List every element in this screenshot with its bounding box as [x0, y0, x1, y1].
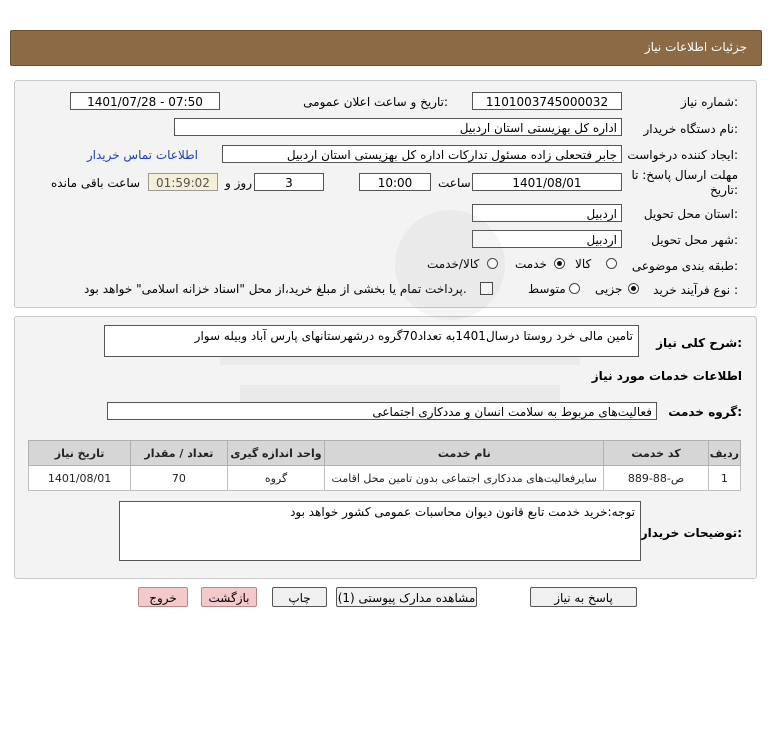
buyer-org-label: نام دستگاه خریدار: [643, 122, 738, 136]
description-label: شرح کلی نیاز: [656, 336, 742, 350]
creator-label: ایجاد کننده درخواست: [627, 148, 738, 162]
exit-button[interactable]: خروج [138, 587, 188, 607]
col-row-number: ردیف [708, 441, 740, 466]
process-minor-label: جزیی [595, 282, 623, 296]
buyer-contact-link[interactable]: اطلاعات تماس خریدار [86, 148, 198, 162]
creator-field: جابر فتحعلی زاده مسئول تداركات اداره کل بهزیستی استان اردبیل [222, 145, 622, 163]
services-section-title: اطلاعات خدمات مورد نیاز [591, 369, 742, 383]
deadline-time-field: 10:00 [359, 173, 431, 191]
services-table [28, 440, 741, 491]
province-field: اردبیل [472, 204, 622, 222]
city-label: شهر محل تحویل: [651, 233, 738, 247]
treasury-payment-checkbox[interactable] [480, 282, 493, 295]
cell-row-number: 1 [708, 466, 740, 491]
province-label: استان محل تحویل: [643, 207, 738, 221]
need-number-field: 1101003745000032 [472, 92, 622, 110]
category-service-radio[interactable] [554, 258, 565, 269]
category-goods-radio[interactable] [606, 258, 617, 269]
page-header [10, 30, 762, 66]
back-button[interactable]: بازگشت [201, 587, 257, 607]
cell-service-name: سایرفعالیت‌های مددکاری اجتماعی بدون تامین محل اقامت [325, 466, 604, 491]
need-number-label: شماره نیاز: [680, 95, 738, 109]
process-medium-label: متوسط [528, 282, 566, 296]
description-field: تامین مالی خرد روستا درسال1401به تعداد70گروه درشهرستانهای پارس آباد وبیله سوار [104, 325, 639, 357]
category-goods-label: کالا [575, 257, 592, 271]
deadline-time-label: ساعت [438, 176, 471, 190]
category-goods-service-radio[interactable] [487, 258, 498, 269]
process-medium-radio[interactable] [569, 283, 580, 294]
buyer-org-field: اداره کل بهزیستی استان اردبیل [174, 118, 622, 136]
attachments-main-button[interactable]: مشاهده مدارک پیوستی (1) [336, 587, 477, 607]
col-need-date: تاریخ نیاز [29, 441, 131, 466]
service-group-field: فعالیت‌های مربوط به سلامت انسان و مددکاری اجتماعی [107, 402, 657, 420]
deadline-label [628, 168, 738, 198]
cell-service-code: ص-88-889 [604, 466, 709, 491]
remaining-time-label: ساعت باقی مانده [51, 176, 141, 190]
col-service-code: کد خدمت [604, 441, 709, 466]
deadline-label-text: مهلت ارسال پاسخ: تا تاریخ: [631, 168, 738, 197]
category-label: طبقه بندی موضوعی: [631, 259, 738, 273]
buyer-notes-field: توجه:خرید خدمت تابع قانون دیوان محاسبات عمومی کشور خواهد بود [119, 501, 641, 561]
deadline-date-field: 1401/08/01 [472, 173, 622, 191]
table-header-row [29, 441, 741, 466]
process-minor-radio[interactable] [628, 283, 639, 294]
col-service-name: نام خدمت [325, 441, 604, 466]
city-field: اردبیل [472, 230, 622, 248]
days-label: روز و [225, 176, 252, 190]
category-service-label: خدمت [515, 257, 547, 271]
process-type-label: نوع فرآیند خرید : [653, 283, 738, 297]
reply-button[interactable]: پاسخ به نیاز [530, 587, 637, 607]
cell-need-date: 1401/08/01 [29, 466, 131, 491]
announce-datetime-field: 1401/07/28 - 07:50 [70, 92, 220, 110]
announce-datetime-label: تاریخ و ساعت اعلان عمومی: [303, 95, 448, 109]
remaining-time-field: 01:59:02 [148, 173, 218, 191]
col-quantity: تعداد / مقدار [131, 441, 228, 466]
print-button[interactable]: چاپ [272, 587, 327, 607]
table-row [29, 466, 741, 491]
col-unit: واحد اندازه گیری [227, 441, 325, 466]
cell-quantity: 70 [131, 466, 228, 491]
page-title: جزئیات اطلاعات نیاز [644, 40, 747, 54]
treasury-payment-note: پرداخت تمام یا بخشی از مبلغ خرید،از محل "اسناد خزانه اسلامی" خواهد بود. [84, 282, 467, 296]
category-goods-service-label: کالا/خدمت [427, 257, 480, 271]
days-field: 3 [254, 173, 324, 191]
cell-unit: گروه [227, 466, 325, 491]
buyer-notes-label: توضیحات خریدار: [640, 526, 742, 540]
service-group-label: گروه خدمت: [668, 405, 742, 419]
